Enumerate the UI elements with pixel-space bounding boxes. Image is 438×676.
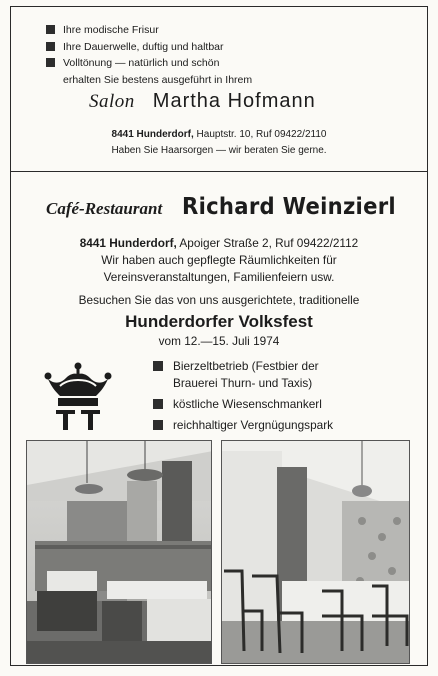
bullet-text: erhalten Sie bestens ausgeführt in Ihrem	[63, 73, 253, 86]
salon-address	[0, 129, 438, 140]
salon-name: Martha Hofmann	[152, 90, 316, 112]
cafe-address-town: 8441 Hunderdorf,	[79, 236, 177, 250]
festival-features	[153, 358, 333, 434]
bullet-item	[46, 22, 252, 39]
cafe-text-line: Vereinsveranstaltungen, Familienfeiern usw.	[103, 270, 335, 284]
cafe-text-line: Wir haben auch gepflegte Räumlichkeiten für	[101, 253, 337, 267]
cafe-address-street: Apoiger Straße 2, Ruf 09422/2112	[176, 236, 359, 250]
cafe-text-line: Besuchen Sie das von uns ausgerichtete, traditionelle	[78, 293, 360, 307]
cafe-title	[46, 194, 415, 220]
bullet-text: Ihre Dauerwelle, duftig und haltbar	[63, 40, 224, 53]
festival-dates: vom 12.—15. Juli 1974	[158, 334, 280, 348]
cafe-address	[0, 236, 438, 250]
cafe-label: Café-Restaurant	[46, 199, 163, 218]
bullet-item	[46, 55, 252, 72]
festival-title: Hunderdorfer Volksfest	[125, 312, 313, 331]
feature-item	[153, 417, 333, 434]
bullet-item	[46, 39, 252, 56]
square-bullet-icon	[153, 361, 163, 371]
restaurant-interior-photo	[26, 440, 212, 664]
bullet-text: Volltönung — natürlich und schön	[63, 57, 220, 69]
feature-text: Bierzeltbetrieb (Festbier der	[173, 359, 319, 373]
section-divider	[10, 171, 428, 172]
square-bullet-icon	[46, 42, 55, 51]
salon-tagline: Haben Sie Haarsorgen — wir beraten Sie gerne.	[111, 145, 327, 156]
cafe-name: Richard Weinzierl	[182, 194, 397, 220]
square-bullet-icon	[153, 399, 163, 409]
feature-item	[153, 358, 333, 375]
square-bullet-icon	[46, 58, 55, 67]
salon-title	[89, 90, 316, 113]
salon-bullets	[46, 22, 252, 88]
feature-item	[153, 396, 333, 413]
feature-text: reichhaltiger Vergnügungspark	[173, 418, 334, 432]
salon-address-town: 8441 Hunderdorf,	[111, 129, 194, 140]
square-bullet-icon	[46, 25, 55, 34]
bullet-text: Ihre modische Frisur	[63, 24, 159, 36]
square-bullet-icon	[153, 420, 163, 430]
crown-logo-icon	[44, 362, 112, 432]
salon-address-street: Hauptstr. 10, Ruf 09422/2110	[193, 129, 327, 140]
feature-text: köstliche Wiesenschmankerl	[173, 397, 322, 411]
feature-text: Brauerei Thurn- und Taxis)	[173, 376, 313, 390]
function-room-photo	[221, 440, 410, 664]
feature-continuation	[153, 375, 333, 392]
salon-label: Salon	[89, 91, 135, 112]
bullet-continuation	[46, 72, 252, 89]
